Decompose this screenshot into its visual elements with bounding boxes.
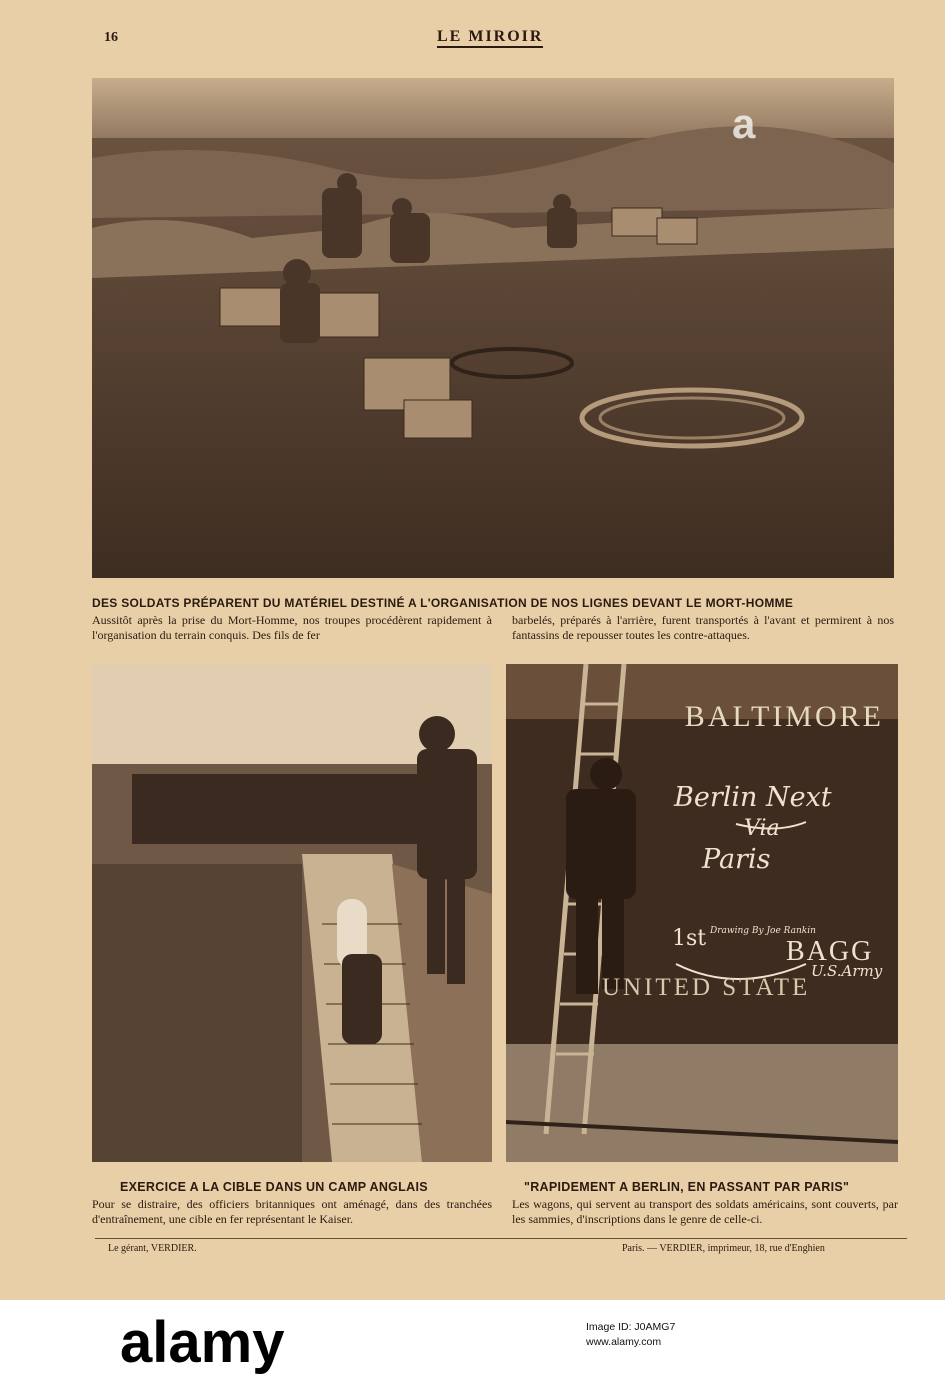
top-caption-title: DES SOLDATS PRÉPARENT DU MATÉRIEL DESTINÉ A L'ORGANISATION DE NOS LIGNES DEVANT LE MORT-HOMME (92, 596, 794, 610)
wagon-text-bagg: BAGG (786, 936, 874, 967)
wagon-text-usarmy: U.S.Army (811, 962, 883, 980)
wagon-text-line3: Paris (702, 844, 771, 875)
wagon-text-united: UNITED STATE (602, 974, 811, 1001)
left-caption-title: EXERCICE A LA CIBLE DANS UN CAMP ANGLAIS (120, 1180, 428, 1194)
footer-rule (95, 1238, 907, 1239)
wagon-text-line2: Via (744, 816, 780, 841)
wagon-text-first: 1st (672, 926, 707, 951)
watermark-id (586, 1320, 796, 1350)
alamy-logo (120, 1312, 430, 1374)
masthead: LE MIROIR (437, 28, 543, 48)
watermark-stamp: a (732, 100, 755, 147)
left-photo-trench-target (92, 664, 492, 1162)
top-caption-text-left: Aussitôt après la prise du Mort-Homme, nos troupes procédèrent rapidement à l'organisation du terrain conquis. Des fils de fer (92, 613, 492, 642)
right-caption-text: Les wagons, qui servent au transport des soldats américains, sont couverts, par les sammies, d'inscriptions dans le genre de celle-ci. (512, 1197, 898, 1226)
wagon-text-line1: Berlin Next (674, 782, 832, 813)
alamy-logo-text: alamy (120, 1312, 285, 1374)
right-photo-wagon-graffiti (506, 664, 898, 1162)
watermark-url: www.alamy.com (586, 1336, 662, 1348)
wagon-text-drawing: Drawing By Joe Rankin (710, 926, 816, 936)
footer-left: Le gérant, VERDIER. (108, 1243, 197, 1254)
right-caption-title: "RAPIDEMENT A BERLIN, EN PASSANT PAR PARIS" (524, 1180, 850, 1194)
top-caption-text-right: barbelés, préparés à l'arrière, furent transportés à l'avant et permirent à nos fantassins de repousser toutes les contre-attaques. (512, 613, 894, 642)
page-number: 16 (104, 30, 118, 45)
footer-right: Paris. — VERDIER, imprimeur, 18, rue d'Enghien (622, 1243, 825, 1254)
left-caption-text: Pour se distraire, des officiers britanniques ont aménagé, dans des tranchées d'entraînement, une cible en fer représentant le Kaiser. (92, 1197, 492, 1226)
wagon-text-baltimore: BALTIMORE (684, 700, 884, 733)
watermark-image-id: Image ID: J0AMG7 (586, 1321, 676, 1333)
top-photo-soldiers-trench (92, 78, 894, 578)
